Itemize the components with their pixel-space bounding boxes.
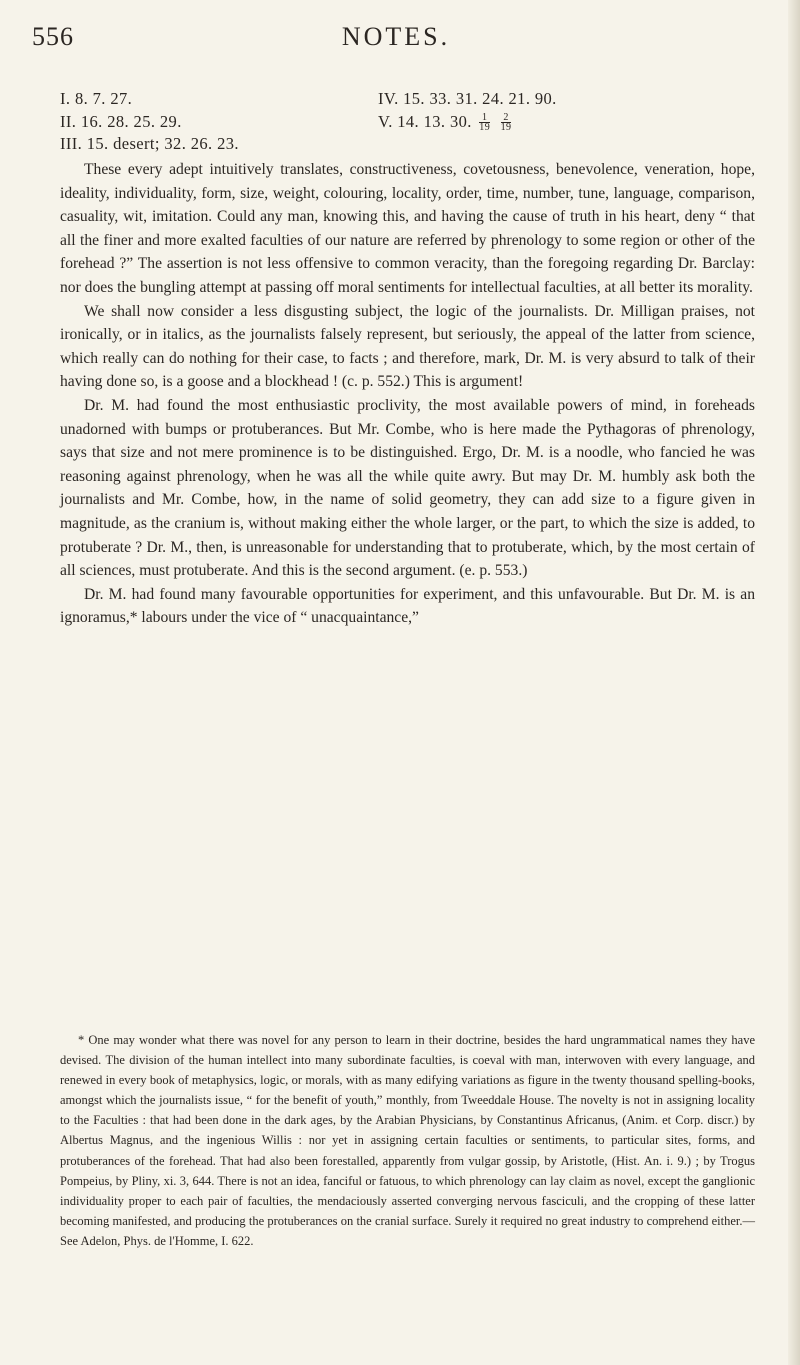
footnote: * One may wonder what there was novel for any person to learn in their doctrine, besides the hard ungrammatical names they have devised. The division of the human intellect into many subordinate faculties, is coeval with man, interwoven with every language, and renewed in every book of metaphysics, logic, or morals, with as many edifying variations as figure in the twenty thousand spelling-books, amongst which the journalists issue, “ for the benefit of youth,” monthly, from Tweeddale House. The novelty is not in assigning locality to the Faculties : that had been done in the dark ages, by the Arabian Physicians, by Constantinus Africanus, (Anim. et Corp. discr.) by Albertus Magnus, and the ingenious Willis : nor yet in assigning certain faculties or sentiments, to particular sites, forms, and protuberances of the forehead. That had also been forestalled, apparently from vulgar gossip, by Aristotle, (Hist. An. i. 9.) ; by Trogus Pompeius, by Pliny, xi. 3, 644. There is not an idea, fanciful or fatuous, to which phrenology can lay claim as novel, except the ganglionic individuality proper to each pair of faculties, the mendaciously asserted converging nervous fasciculi, and the cropping of these latter becoming manifested, and producing the protuberances on the cranial surface. Surely it required no great industry to comprehend either.—See Adelon, Phys. de l'Homme, I. 622. [60,1033,755,1248]
index-entry: I. 8. 7. 27. [60,89,133,108]
index-entry-prefix: V. 14. 13. 30. [378,111,472,131]
fraction [479,113,490,132]
body-text [60,158,755,630]
index-entry: III. 15. desert; 32. 26. 23. [60,134,239,153]
fraction-denominator: 19 [500,122,512,134]
fraction [501,113,512,132]
fraction-numerator: 1 [479,113,490,123]
paragraph: Dr. M. had found many favourable opportunities for experiment, and this unfavourable. But Dr. M. is an ignoramus,* labours under the vice of “ unacquaintance,” [60,585,755,627]
index-row [60,111,720,134]
numeric-index [60,88,720,156]
index-entry: IV. 15. 33. 31. 24. 21. 90. [378,89,557,108]
paragraph: These every adept intuitively translates, constructiveness, covetousness, benevolence, veneration, hope, ideality, individuality, form, size, weight, colouring, locality, order, time, number, tune, language, comparison, casuality, wit, imitation. Could any man, knowing this, and having the cause of truth in his heart, deny “ that all the finer and more exalted faculties of our nature are referred by phrenology to some region or other of the forehead ?” The assertion is not less offensive to common veracity, than the foregoing regarding Dr. Barclay: nor does the bungling attempt at passing off moral sentiments for intellectual faculties, at all better its morality. [60,161,755,296]
paragraph: We shall now consider a less disgusting subject, the logic of the journalists. Dr. Milligan praises, not ironically, or in italics, as the journalists falsely represent, but seriously, the appeal of the latter from science, which really can do nothing for their case, to facts ; and therefore, mark, Dr. M. is very absurd to talk of their having done so, is a goose and a blockhead ! (c. p. 552.) This is argument! [60,302,755,391]
index-row [60,133,720,156]
page-header [32,18,760,58]
index-row [60,88,720,111]
running-head: NOTES. [341,22,451,51]
page-number: 556 [32,22,74,51]
fraction-denominator: 19 [479,122,491,134]
index-entry [378,111,514,134]
page-edge-shadow [788,0,800,1365]
fraction-numerator: 2 [501,113,512,123]
paragraph: Dr. M. had found the most enthusiastic proclivity, the most available powers of mind, in foreheads unadorned with bumps or protuberances. But Mr. Combe, who is here made the Pythagoras of phrenology, says that size and not mere prominence is to be distinguished. Ergo, Dr. M. is a noodle, who fancied he was reasoning against phrenology, when he was all the while quite awry. But may Dr. M. humbly ask both the journalists and Mr. Combe, how, in the name of solid geometry, they can add size to a figure given in magnitude, as the cranium is, without making either the whole larger, or the part, to which the size is added, to protuberate ? Dr. M., then, is unreasonable for understanding that to protuberate, which, by the most certain of all sciences, must protuberate. And this is the second argument. (e. p. 553.) [60,396,755,580]
index-entry: II. 16. 28. 25. 29. [60,111,182,131]
